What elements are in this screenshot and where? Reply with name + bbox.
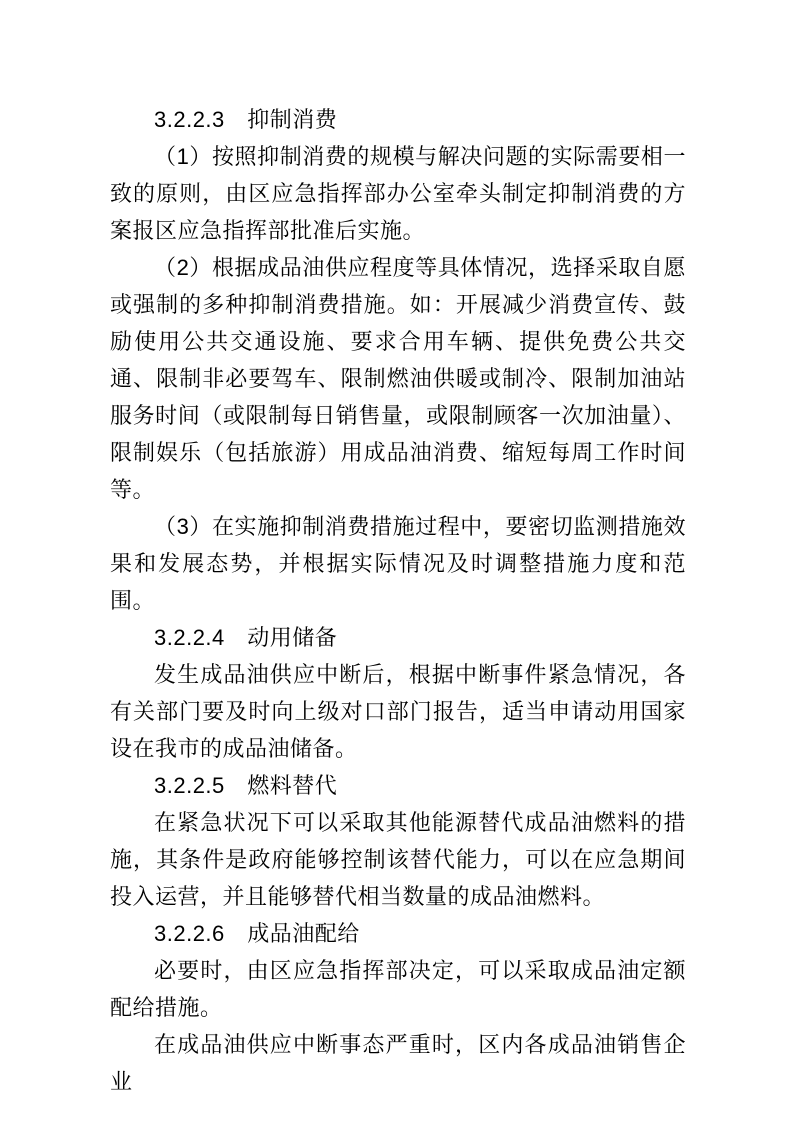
paragraph: （1）按照抑制消费的规模与解决问题的实际需要相一致的原则，由区应急指挥部办公室牵头制定抑制消费的方案报区应急指挥部批准后实施。 bbox=[110, 144, 686, 243]
section-heading-3.2.2.5: 3.2.2.5 燃料替代 bbox=[154, 773, 338, 798]
paragraph: 在紧急状况下可以采取其他能源替代成品油燃料的措施，其条件是政府能够控制该替代能力，可以在应急期间投入运营，并且能够替代相当数量的成品油燃料。 bbox=[110, 810, 686, 909]
paragraph: （2）根据成品油供应程度等具体情况，选择采取自愿或强制的多种抑制消费措施。如：开展减少消费宣传、鼓励使用公共交通设施、要求合用车辆、提供免费公共交通、限制非必要驾车、限制燃油供暖或制冷、限制加油站服务时间（或限制每日销售量，或限制顾客一次加油量）、限制娱乐（包括旅游）用成品油消费、缩短每周工作时间等。 bbox=[110, 255, 686, 502]
paragraph: （3）在实施抑制消费措施过程中，要密切监测措施效果和发展态势，并根据实际情况及时调整措施力度和范围。 bbox=[110, 514, 686, 613]
section-heading-3.2.2.3: 3.2.2.3 抑制消费 bbox=[154, 107, 338, 132]
document-text-area bbox=[110, 101, 686, 1100]
section-heading-3.2.2.6: 3.2.2.6 成品油配给 bbox=[154, 921, 360, 946]
paragraph: 必要时，由区应急指挥部决定，可以采取成品油定额配给措施。 bbox=[110, 958, 686, 1020]
paragraph: 在成品油供应中断事态严重时，区内各成品油销售企业 bbox=[110, 1032, 686, 1094]
paragraph: 发生成品油供应中断后，根据中断事件紧急情况，各有关部门要及时向上级对口部门报告，适当申请动用国家设在我市的成品油储备。 bbox=[110, 662, 686, 761]
section-heading-3.2.2.4: 3.2.2.4 动用储备 bbox=[154, 625, 338, 650]
